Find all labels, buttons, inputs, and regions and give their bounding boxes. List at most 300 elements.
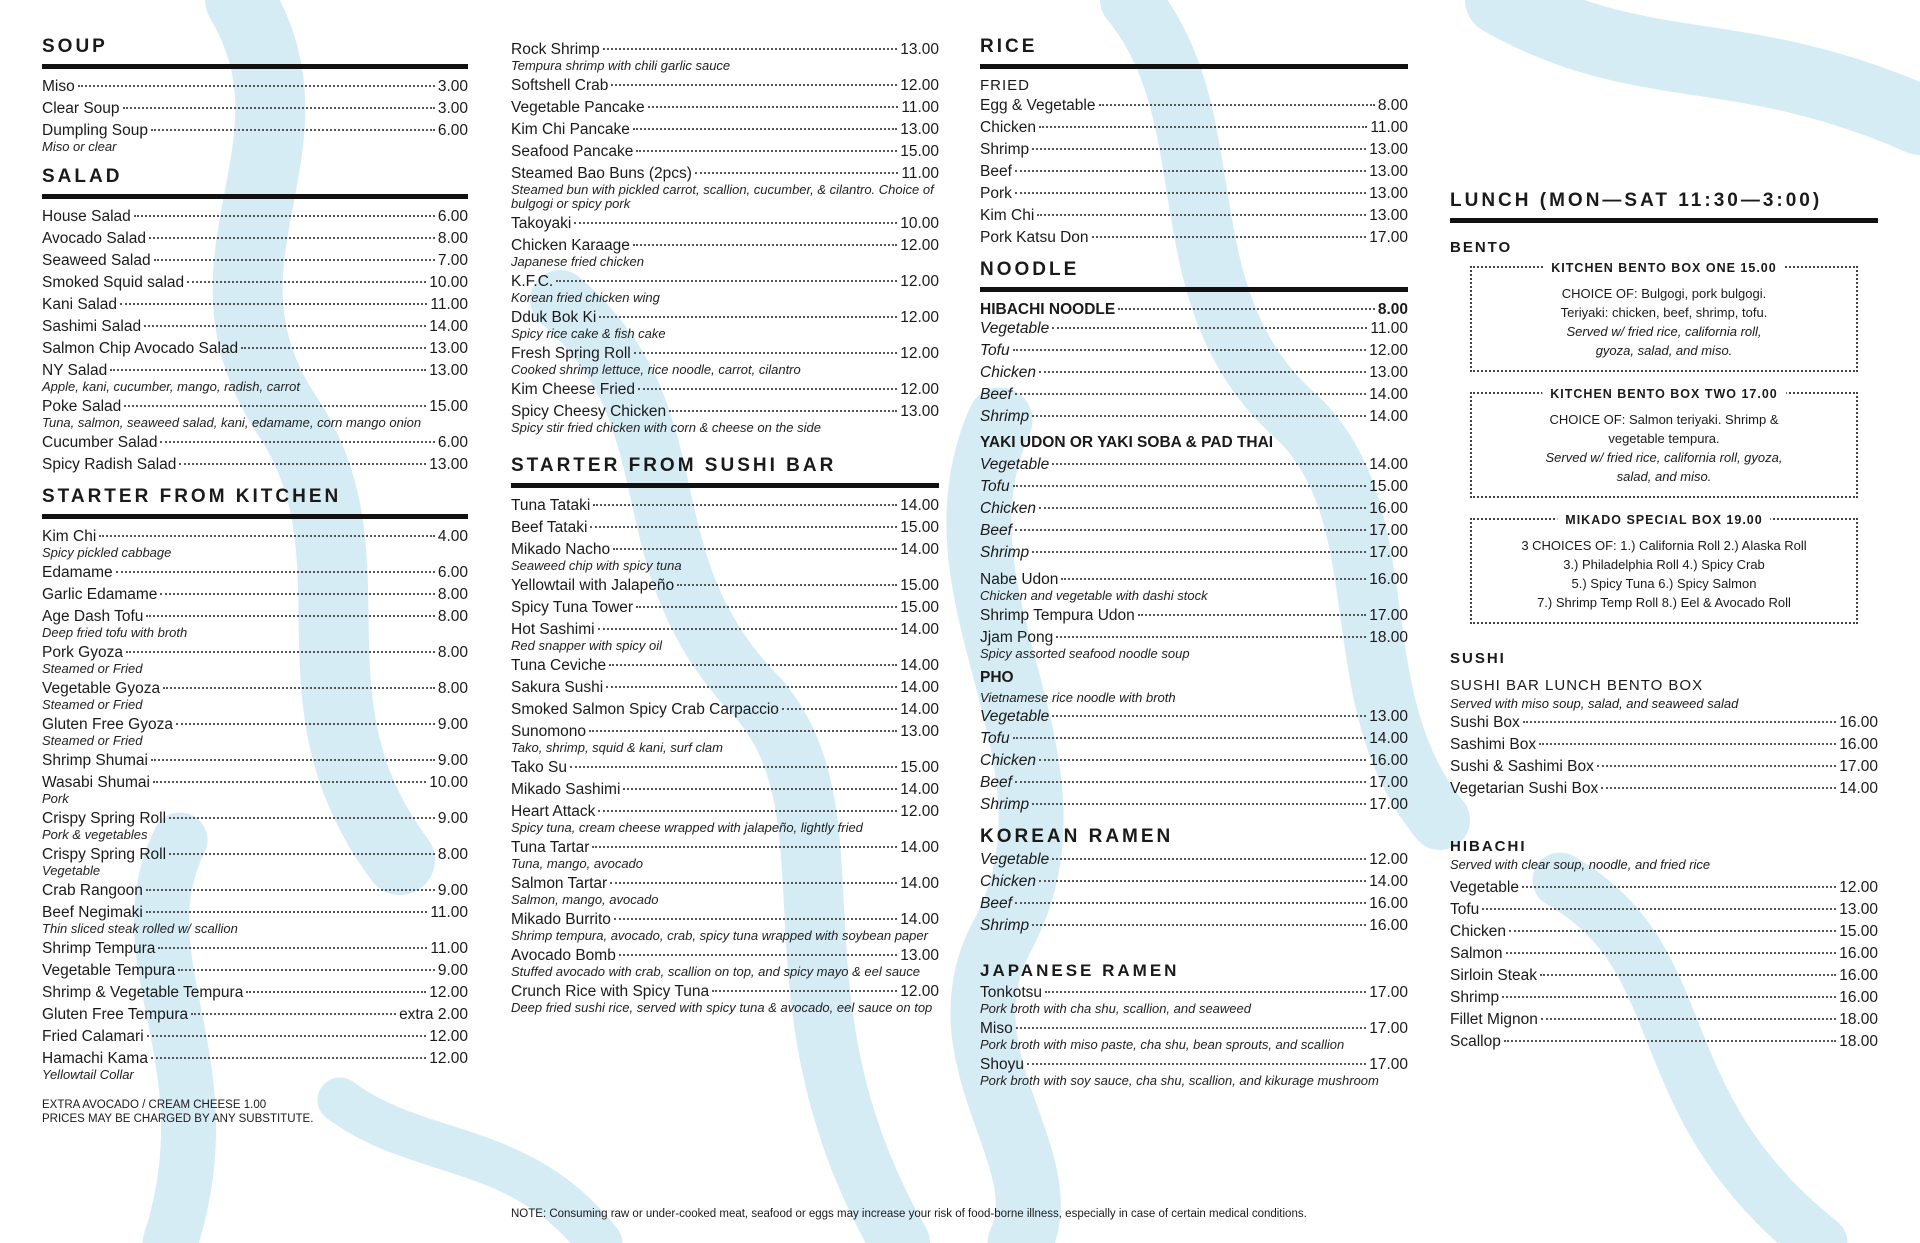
item-name: Tuna Tataki	[511, 497, 591, 514]
item-name: Shrimp	[980, 141, 1030, 158]
menu-item	[42, 961, 468, 980]
menu-item	[980, 707, 1408, 726]
item-name: Vegetable Gyoza	[42, 680, 161, 697]
menu-item-row	[1450, 757, 1878, 776]
menu-item	[980, 894, 1408, 913]
leader-dots	[1039, 880, 1366, 882]
leader-dots	[120, 303, 427, 305]
menu-item	[42, 773, 468, 806]
menu-item	[42, 679, 468, 712]
item-name: Tonkotsu	[980, 984, 1043, 1001]
menu-item-row	[980, 773, 1408, 792]
box-title: MIKADO SPECIAL BOX 19.00	[1557, 511, 1770, 530]
leader-dots	[609, 664, 897, 666]
leader-dots	[124, 405, 426, 407]
item-description: Steamed or Fried	[42, 661, 143, 676]
leader-dots	[574, 222, 897, 224]
starter-kitchen-list	[42, 527, 468, 1082]
menu-item-row	[42, 585, 468, 604]
leader-dots	[1013, 349, 1367, 351]
menu-item	[980, 751, 1408, 770]
item-name: Sirloin Steak	[1450, 967, 1538, 984]
item-name: Shrimp	[1450, 989, 1500, 1006]
menu-item-row	[1450, 966, 1878, 985]
menu-item-row	[42, 361, 468, 380]
menu-item	[980, 729, 1408, 748]
menu-item-row	[511, 620, 939, 639]
menu-item-row	[42, 1049, 468, 1068]
menu-item-row	[42, 295, 468, 314]
menu-item-row	[980, 729, 1408, 748]
item-price: 14.00	[1369, 456, 1408, 473]
item-price: 14.00	[900, 911, 939, 928]
yaki-list	[980, 455, 1408, 562]
item-price: 14.00	[900, 679, 939, 696]
item-description: Pork broth with soy sauce, cha shu, scallion, and kikurage mushroom	[980, 1073, 1379, 1088]
menu-item-row	[511, 598, 939, 617]
menu-item	[511, 98, 939, 117]
leader-dots	[633, 244, 897, 246]
leader-dots	[1504, 1040, 1836, 1042]
item-name: Shrimp Shumai	[42, 752, 148, 769]
item-name: Mikado Sashimi	[511, 781, 621, 798]
item-price: 13.00	[1369, 207, 1408, 224]
leader-dots	[606, 686, 897, 688]
item-description: Stuffed avocado with crab, scallion on top, and spicy mayo & eel sauce	[511, 964, 921, 979]
item-price: 16.00	[1369, 571, 1408, 588]
menu-item	[511, 576, 939, 595]
item-name: Salmon	[1450, 945, 1503, 962]
item-name: Chicken Karaage	[511, 237, 630, 254]
leader-dots	[593, 504, 897, 506]
item-description: Shrimp tempura, avocado, crab, spicy tuna wrapped with soybean paper	[511, 928, 928, 943]
item-name: NY Salad	[42, 362, 108, 379]
menu-item-row	[42, 845, 468, 864]
menu-item-row	[42, 527, 468, 546]
section-title: STARTER FROM SUSHI BAR	[511, 455, 939, 488]
menu-item-row	[42, 207, 468, 226]
item-name: Scallop	[1450, 1033, 1501, 1050]
menu-item	[42, 295, 468, 314]
menu-item-row	[1450, 900, 1878, 919]
leader-dots	[151, 129, 435, 131]
menu-item-row	[511, 758, 939, 777]
menu-item-row	[511, 272, 939, 291]
item-price: 3.00	[437, 100, 468, 117]
leader-dots	[1039, 126, 1367, 128]
starter-sushi-list	[511, 496, 939, 1015]
leader-dots	[1056, 636, 1366, 638]
item-price: 15.00	[1839, 923, 1878, 940]
leader-dots	[677, 584, 897, 586]
box-title: KITCHEN BENTO BOX TWO 17.00	[1542, 385, 1786, 404]
hibachi-section	[1450, 838, 1878, 1051]
leader-dots	[623, 788, 897, 790]
menu-item-row	[42, 903, 468, 922]
leader-dots	[99, 535, 435, 537]
item-name: Beef	[980, 163, 1012, 180]
item-name: Beef	[980, 386, 1012, 403]
menu-item	[42, 939, 468, 958]
korean-ramen-list	[980, 850, 1408, 935]
item-name: Fried Calamari	[42, 1028, 144, 1045]
menu-item	[42, 751, 468, 770]
menu-item-row	[980, 1055, 1408, 1074]
item-description: Cooked shrimp lettuce, rice noodle, carrot, cilantro	[511, 362, 801, 377]
item-name: Shoyu	[980, 1056, 1024, 1073]
item-name: Chicken	[980, 752, 1036, 769]
section-title: JAPANESE RAMEN	[980, 961, 1180, 980]
menu-item-row	[42, 1027, 468, 1046]
item-price: 11.00	[430, 296, 468, 313]
item-price: 17.00	[1369, 522, 1408, 539]
menu-item	[42, 715, 468, 748]
item-name: Avocado Salad	[42, 230, 146, 247]
item-price: 8.00	[437, 846, 468, 863]
menu-item	[980, 363, 1408, 382]
leader-dots	[1482, 908, 1836, 910]
section-title: SOUP	[42, 36, 468, 69]
item-name: Nabe Udon	[980, 571, 1059, 588]
item-name: Fresh Spring Roll	[511, 345, 631, 362]
leader-dots	[1039, 759, 1366, 761]
menu-item	[980, 455, 1408, 474]
menu-item-row	[980, 894, 1408, 913]
leader-dots	[1523, 721, 1836, 723]
item-name: Chicken	[980, 500, 1036, 517]
menu-item-row	[511, 802, 939, 821]
menu-item-row	[42, 715, 468, 734]
item-name: Miso	[42, 78, 75, 95]
menu-item-row	[511, 910, 939, 929]
menu-item-row	[980, 228, 1408, 247]
item-price: 8.00	[437, 608, 468, 625]
menu-item	[980, 162, 1408, 181]
menu-item	[511, 214, 939, 233]
menu-item	[42, 1005, 468, 1024]
leader-dots	[590, 526, 897, 528]
item-price: 14.00	[900, 657, 939, 674]
item-name: Shrimp	[980, 796, 1030, 813]
leader-dots	[1045, 991, 1366, 993]
item-price: 17.00	[1839, 758, 1878, 775]
menu-item-row	[980, 407, 1408, 426]
item-name: Tofu	[980, 342, 1010, 359]
menu-item-row	[1450, 713, 1878, 732]
item-name: Vegetable	[980, 851, 1050, 868]
bento-box-one	[1470, 261, 1858, 372]
item-price: extra 2.00	[399, 1006, 468, 1023]
box-line: Served w/ fried rice, california roll,	[1566, 324, 1762, 339]
item-name: Vegetarian Sushi Box	[1450, 780, 1599, 797]
item-name: Crispy Spring Roll	[42, 810, 167, 827]
item-description: Spicy rice cake & fish cake	[511, 326, 666, 341]
menu-item	[1450, 878, 1878, 897]
hibachi-noodle-list	[980, 319, 1408, 426]
item-description: Korean fried chicken wing	[511, 290, 660, 305]
item-price: 17.00	[1369, 774, 1408, 791]
item-price: 13.00	[900, 41, 939, 58]
item-name: Crab Rangoon	[42, 882, 143, 899]
leader-dots	[598, 810, 897, 812]
item-description: Spicy stir fried chicken with corn & cheese on the side	[511, 420, 821, 435]
item-name: Shrimp Tempura	[42, 940, 156, 957]
menu-item-row	[980, 499, 1408, 518]
item-price: 10.00	[429, 274, 468, 291]
menu-item-row	[42, 563, 468, 582]
item-description: Tuna, mango, avocado	[511, 856, 644, 871]
item-name: Chicken	[980, 364, 1036, 381]
menu-item	[42, 903, 468, 936]
menu-item-row	[511, 496, 939, 515]
menu-item	[980, 96, 1408, 115]
item-name: HIBACHI NOODLE	[980, 301, 1116, 318]
menu-item	[42, 361, 468, 394]
leader-dots	[1540, 974, 1836, 976]
item-name: Cucumber Salad	[42, 434, 158, 451]
item-name: Beef	[980, 895, 1012, 912]
item-name: Smoked Squid salad	[42, 274, 185, 291]
leader-dots	[1541, 1018, 1836, 1020]
item-price: 16.00	[1839, 989, 1878, 1006]
menu-item	[511, 700, 939, 719]
item-price: 12.00	[429, 984, 468, 1001]
leader-dots	[619, 954, 897, 956]
menu-item-row	[42, 983, 468, 1002]
item-price: 12.00	[429, 1050, 468, 1067]
item-price: 16.00	[1839, 736, 1878, 753]
leader-dots	[610, 882, 897, 884]
item-description: Steamed bun with pickled carrot, scallion, cucumber, & cilantro. Choice of bulgogi or spicy pork	[511, 182, 934, 211]
menu-item	[511, 802, 939, 835]
leader-dots	[1061, 578, 1366, 580]
box-line: 5.) Spicy Tuna 6.) Spicy Salmon	[1571, 576, 1757, 591]
menu-item	[42, 983, 468, 1002]
bento-box-two	[1470, 387, 1858, 498]
health-notice: NOTE: Consuming raw or under-cooked meat, seafood or eggs may increase your risk of food-borne illness, especially in case of certain medical conditions.	[511, 1208, 1307, 1220]
item-price: 8.00	[437, 644, 468, 661]
item-name: Tofu	[980, 730, 1010, 747]
menu-item	[511, 838, 939, 871]
item-description: Pork broth with cha shu, scallion, and seaweed	[980, 1001, 1251, 1016]
leader-dots	[123, 107, 435, 109]
item-description: Vegetable	[42, 863, 101, 878]
korean-ramen-section	[980, 826, 1408, 935]
menu-item-row	[511, 700, 939, 719]
leader-dots	[1027, 1063, 1366, 1065]
leader-dots	[599, 316, 897, 318]
item-price: 12.00	[900, 237, 939, 254]
item-price: 18.00	[1839, 1011, 1878, 1028]
leader-dots	[134, 215, 435, 217]
item-name: Kim Chi	[980, 207, 1035, 224]
bento-heading: BENTO	[1450, 239, 1513, 256]
leader-dots	[1092, 236, 1367, 238]
menu-item	[42, 121, 468, 154]
menu-item-row	[980, 455, 1408, 474]
item-price: 11.00	[430, 940, 468, 957]
item-name: Jjam Pong	[980, 629, 1054, 646]
item-name: Chicken	[980, 873, 1036, 890]
menu-item	[511, 308, 939, 341]
item-price: 16.00	[1839, 967, 1878, 984]
item-name: Spicy Radish Salad	[42, 456, 177, 473]
leader-dots	[1052, 327, 1367, 329]
item-name: Vegetable	[980, 320, 1050, 337]
item-name: Tofu	[980, 478, 1010, 495]
sushi-list	[1450, 713, 1878, 798]
item-price: 13.00	[429, 456, 468, 473]
menu-item	[42, 607, 468, 640]
item-description: Japanese fried chicken	[511, 254, 644, 269]
pho-heading: PHO	[980, 669, 1014, 686]
item-name: Kim Cheese Fried	[511, 381, 636, 398]
item-price: 11.00	[430, 904, 468, 921]
item-price: 12.00	[1369, 342, 1408, 359]
item-name: Beef	[980, 774, 1012, 791]
item-name: House Salad	[42, 208, 131, 225]
menu-item-row	[980, 751, 1408, 770]
menu-column-4	[1450, 190, 1878, 1063]
hibachi-noodle-row	[980, 300, 1408, 319]
menu-item	[1450, 966, 1878, 985]
menu-item-row	[511, 236, 939, 255]
item-name: Softshell Crab	[511, 77, 609, 94]
menu-item-row	[511, 518, 939, 537]
box-title: KITCHEN BENTO BOX ONE 15.00	[1543, 259, 1784, 278]
menu-item	[42, 1049, 468, 1082]
hibachi-note: Served with clear soup, noodle, and fried rice	[1450, 857, 1711, 872]
leader-dots	[1037, 214, 1366, 216]
item-name: Sashimi Salad	[42, 318, 142, 335]
menu-item	[980, 628, 1408, 661]
kitchen-starters-continued	[511, 40, 939, 435]
item-price: 8.00	[437, 230, 468, 247]
rice-list	[980, 96, 1408, 247]
item-price: 13.00	[1369, 185, 1408, 202]
menu-item	[980, 872, 1408, 891]
leader-dots	[241, 347, 426, 349]
leader-dots	[1506, 952, 1837, 954]
leader-dots	[78, 85, 435, 87]
menu-item	[980, 118, 1408, 137]
item-price: 9.00	[437, 882, 468, 899]
leader-dots	[1015, 393, 1366, 395]
leader-dots	[1138, 614, 1366, 616]
item-name: Rock Shrimp	[511, 41, 600, 58]
leader-dots	[176, 723, 435, 725]
item-price: 18.00	[1839, 1033, 1878, 1050]
item-price: 13.00	[1369, 708, 1408, 725]
starter-kitchen-section	[42, 486, 468, 1082]
leader-dots	[1052, 858, 1366, 860]
leader-dots	[1015, 781, 1366, 783]
menu-item-row	[1450, 922, 1878, 941]
menu-item-row	[511, 576, 939, 595]
menu-item	[980, 319, 1408, 338]
item-price: 15.00	[900, 759, 939, 776]
menu-item-row	[980, 606, 1408, 625]
item-price: 14.00	[1369, 408, 1408, 425]
item-price: 17.00	[1369, 1056, 1408, 1073]
menu-item-row	[980, 628, 1408, 647]
item-name: Dumpling Soup	[42, 122, 148, 139]
item-description: Yellowtail Collar	[42, 1067, 134, 1082]
menu-item	[980, 543, 1408, 562]
menu-item	[42, 1027, 468, 1046]
hibachi-list	[1450, 878, 1878, 1051]
menu-item	[42, 881, 468, 900]
menu-item-row	[511, 982, 939, 1001]
item-name: Vegetable	[1450, 879, 1519, 896]
item-name: Steamed Bao Buns (2pcs)	[511, 165, 692, 182]
item-price: 13.00	[900, 947, 939, 964]
menu-item	[511, 598, 939, 617]
leader-dots	[1509, 930, 1836, 932]
leader-dots	[611, 84, 897, 86]
item-name: Takoyaki	[511, 215, 572, 232]
section-title: KOREAN RAMEN	[980, 826, 1174, 847]
leader-dots	[1597, 765, 1836, 767]
menu-item-row	[511, 946, 939, 965]
menu-item-row	[511, 164, 939, 183]
menu-item	[511, 120, 939, 139]
footnote	[42, 1098, 468, 1126]
item-price: 13.00	[1369, 364, 1408, 381]
menu-item	[42, 397, 468, 430]
leader-dots	[146, 615, 434, 617]
menu-item-row	[980, 206, 1408, 225]
item-price: 12.00	[1369, 851, 1408, 868]
menu-item-row	[980, 543, 1408, 562]
footnote-line: PRICES MAY BE CHARGED BY ANY SUBSTITUTE.	[42, 1113, 314, 1125]
item-name: Shrimp	[980, 544, 1030, 561]
menu-item	[511, 910, 939, 943]
sushi-heading: SUSHI	[1450, 650, 1506, 667]
item-price: 9.00	[437, 810, 468, 827]
item-price: 3.00	[437, 78, 468, 95]
menu-item-row	[511, 40, 939, 59]
item-name: Seaweed Salad	[42, 252, 151, 269]
menu-item	[980, 850, 1408, 869]
item-name: Kani Salad	[42, 296, 117, 313]
item-price: 16.00	[1369, 500, 1408, 517]
item-name: Vegetable Tempura	[42, 962, 176, 979]
box-line: Teriyaki: chicken, beef, shrimp, tofu.	[1560, 305, 1768, 320]
menu-item-row	[980, 118, 1408, 137]
item-price: 13.00	[1369, 163, 1408, 180]
item-name: Wasabi Shumai	[42, 774, 150, 791]
menu-item-row	[1450, 944, 1878, 963]
menu-item-row	[42, 317, 468, 336]
menu-item-row	[511, 678, 939, 697]
leader-dots	[592, 846, 897, 848]
menu-item-row	[42, 939, 468, 958]
menu-item	[980, 206, 1408, 225]
menu-item-row	[980, 707, 1408, 726]
leader-dots	[633, 128, 897, 130]
menu-item-row	[1450, 735, 1878, 754]
item-name: Beef	[980, 522, 1012, 539]
item-name: Spicy Tuna Tower	[511, 599, 634, 616]
menu-item	[42, 563, 468, 582]
leader-dots	[116, 571, 435, 573]
leader-dots	[179, 463, 426, 465]
item-name: Age Dash Tofu	[42, 608, 144, 625]
menu-item	[1450, 779, 1878, 798]
item-description: Spicy pickled cabbage	[42, 545, 172, 560]
leader-dots	[144, 325, 426, 327]
